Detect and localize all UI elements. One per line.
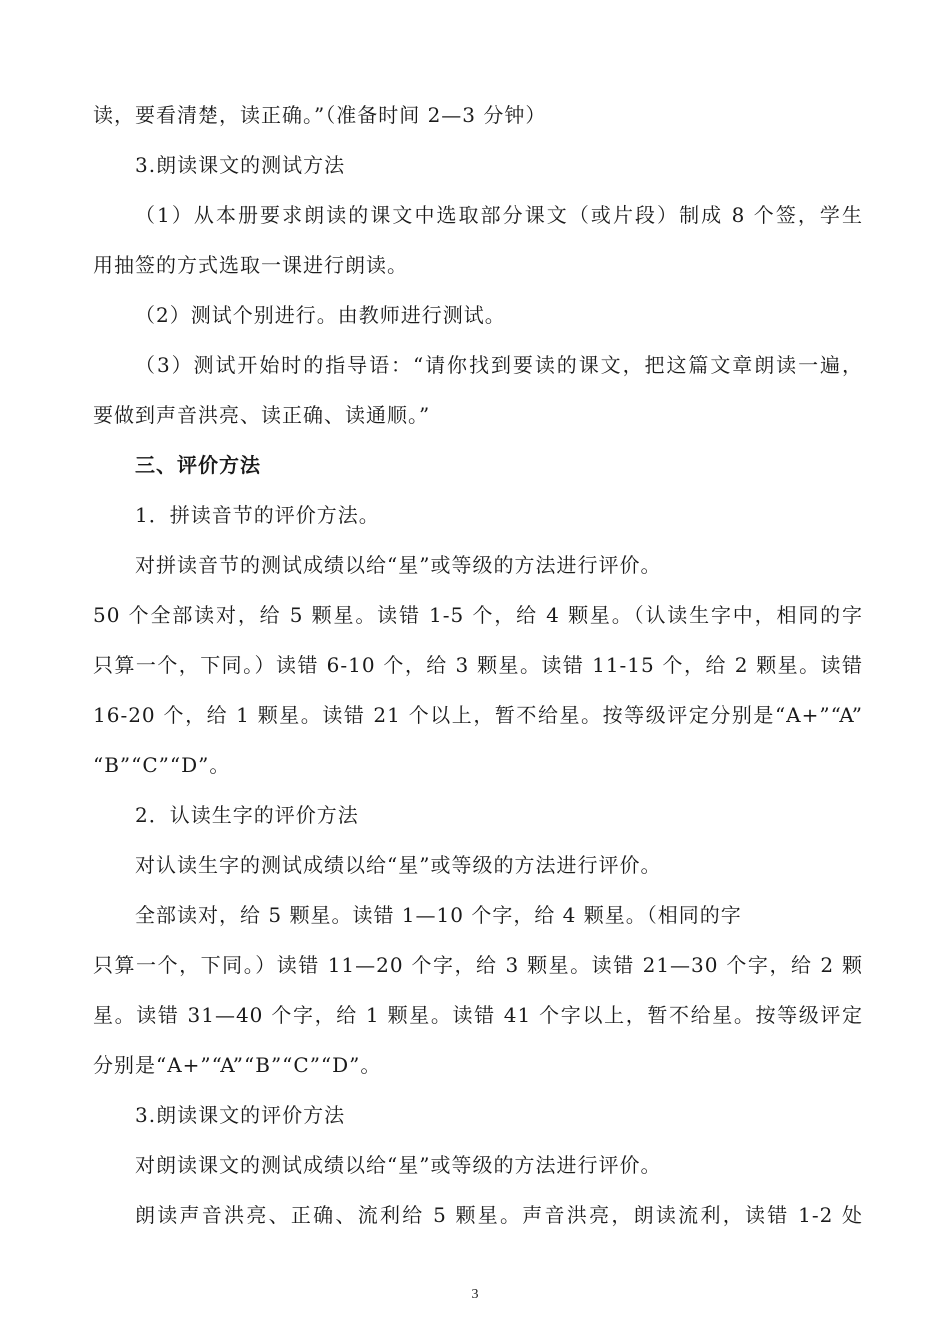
paragraph-line: 对拼读音节的测试成绩以给“星”或等级的方法进行评价。	[135, 553, 662, 577]
paragraph-line: （1）从本册要求朗读的课文中选取部分课文（或片段）制成 8 个签，学生	[135, 203, 863, 227]
page-number: 3	[471, 1287, 479, 1302]
paragraph-line: 朗读声音洪亮、正确、流利给 5 颗星。声音洪亮，朗读流利，读错 1-2 处	[135, 1203, 863, 1227]
paragraph-line: 对认读生字的测试成绩以给“星”或等级的方法进行评价。	[135, 853, 662, 877]
subsection-title: 3.朗读课文的测试方法	[135, 153, 346, 177]
paragraph-line: 星。读错 31—40 个字，给 1 颗星。读错 41 个字以上，暂不给星。按等级评定	[93, 1003, 863, 1027]
subsection-title: 3.朗读课文的评价方法	[135, 1103, 346, 1127]
section-heading: 三、评价方法	[135, 453, 261, 477]
paragraph-line: 用抽签的方式选取一课进行朗读。	[93, 253, 408, 277]
subsection-title: 1．拼读音节的评价方法。	[135, 503, 380, 527]
paragraph-line: 只算一个，下同。）读错 6-10 个，给 3 颗星。读错 11-15 个，给 2 颗星。读错	[93, 653, 863, 677]
paragraph-line: 50 个全部读对，给 5 颗星。读错 1-5 个，给 4 颗星。（认读生字中，相同的字	[93, 603, 863, 627]
paragraph-line: 全部读对，给 5 颗星。读错 1—10 个字，给 4 颗星。（相同的字	[135, 903, 742, 927]
paragraph-line: 读，要看清楚，读正确。”（准备时间 2—3 分钟）	[93, 103, 547, 127]
paragraph-line: 要做到声音洪亮、读正确、读通顺。”	[93, 403, 431, 427]
paragraph-line: 对朗读课文的测试成绩以给“星”或等级的方法进行评价。	[135, 1153, 662, 1177]
paragraph-line: （2）测试个别进行。由教师进行测试。	[135, 303, 506, 327]
paragraph-line: “B”“C”“D”。	[93, 753, 231, 777]
paragraph-line: （3）测试开始时的指导语：“请你找到要读的课文，把这篇文章朗读一遍，	[135, 353, 863, 377]
paragraph-line: 分别是“A+”“A”“B”“C”“D”。	[93, 1053, 382, 1077]
subsection-title: 2．认读生字的评价方法	[135, 803, 359, 827]
paragraph-line: 16-20 个，给 1 颗星。读错 21 个以上，暂不给星。按等级评定分别是“A+”“A”	[93, 703, 863, 727]
paragraph-line: 只算一个，下同。）读错 11—20 个字，给 3 颗星。读错 21—30 个字，给 2 颗	[93, 953, 863, 977]
